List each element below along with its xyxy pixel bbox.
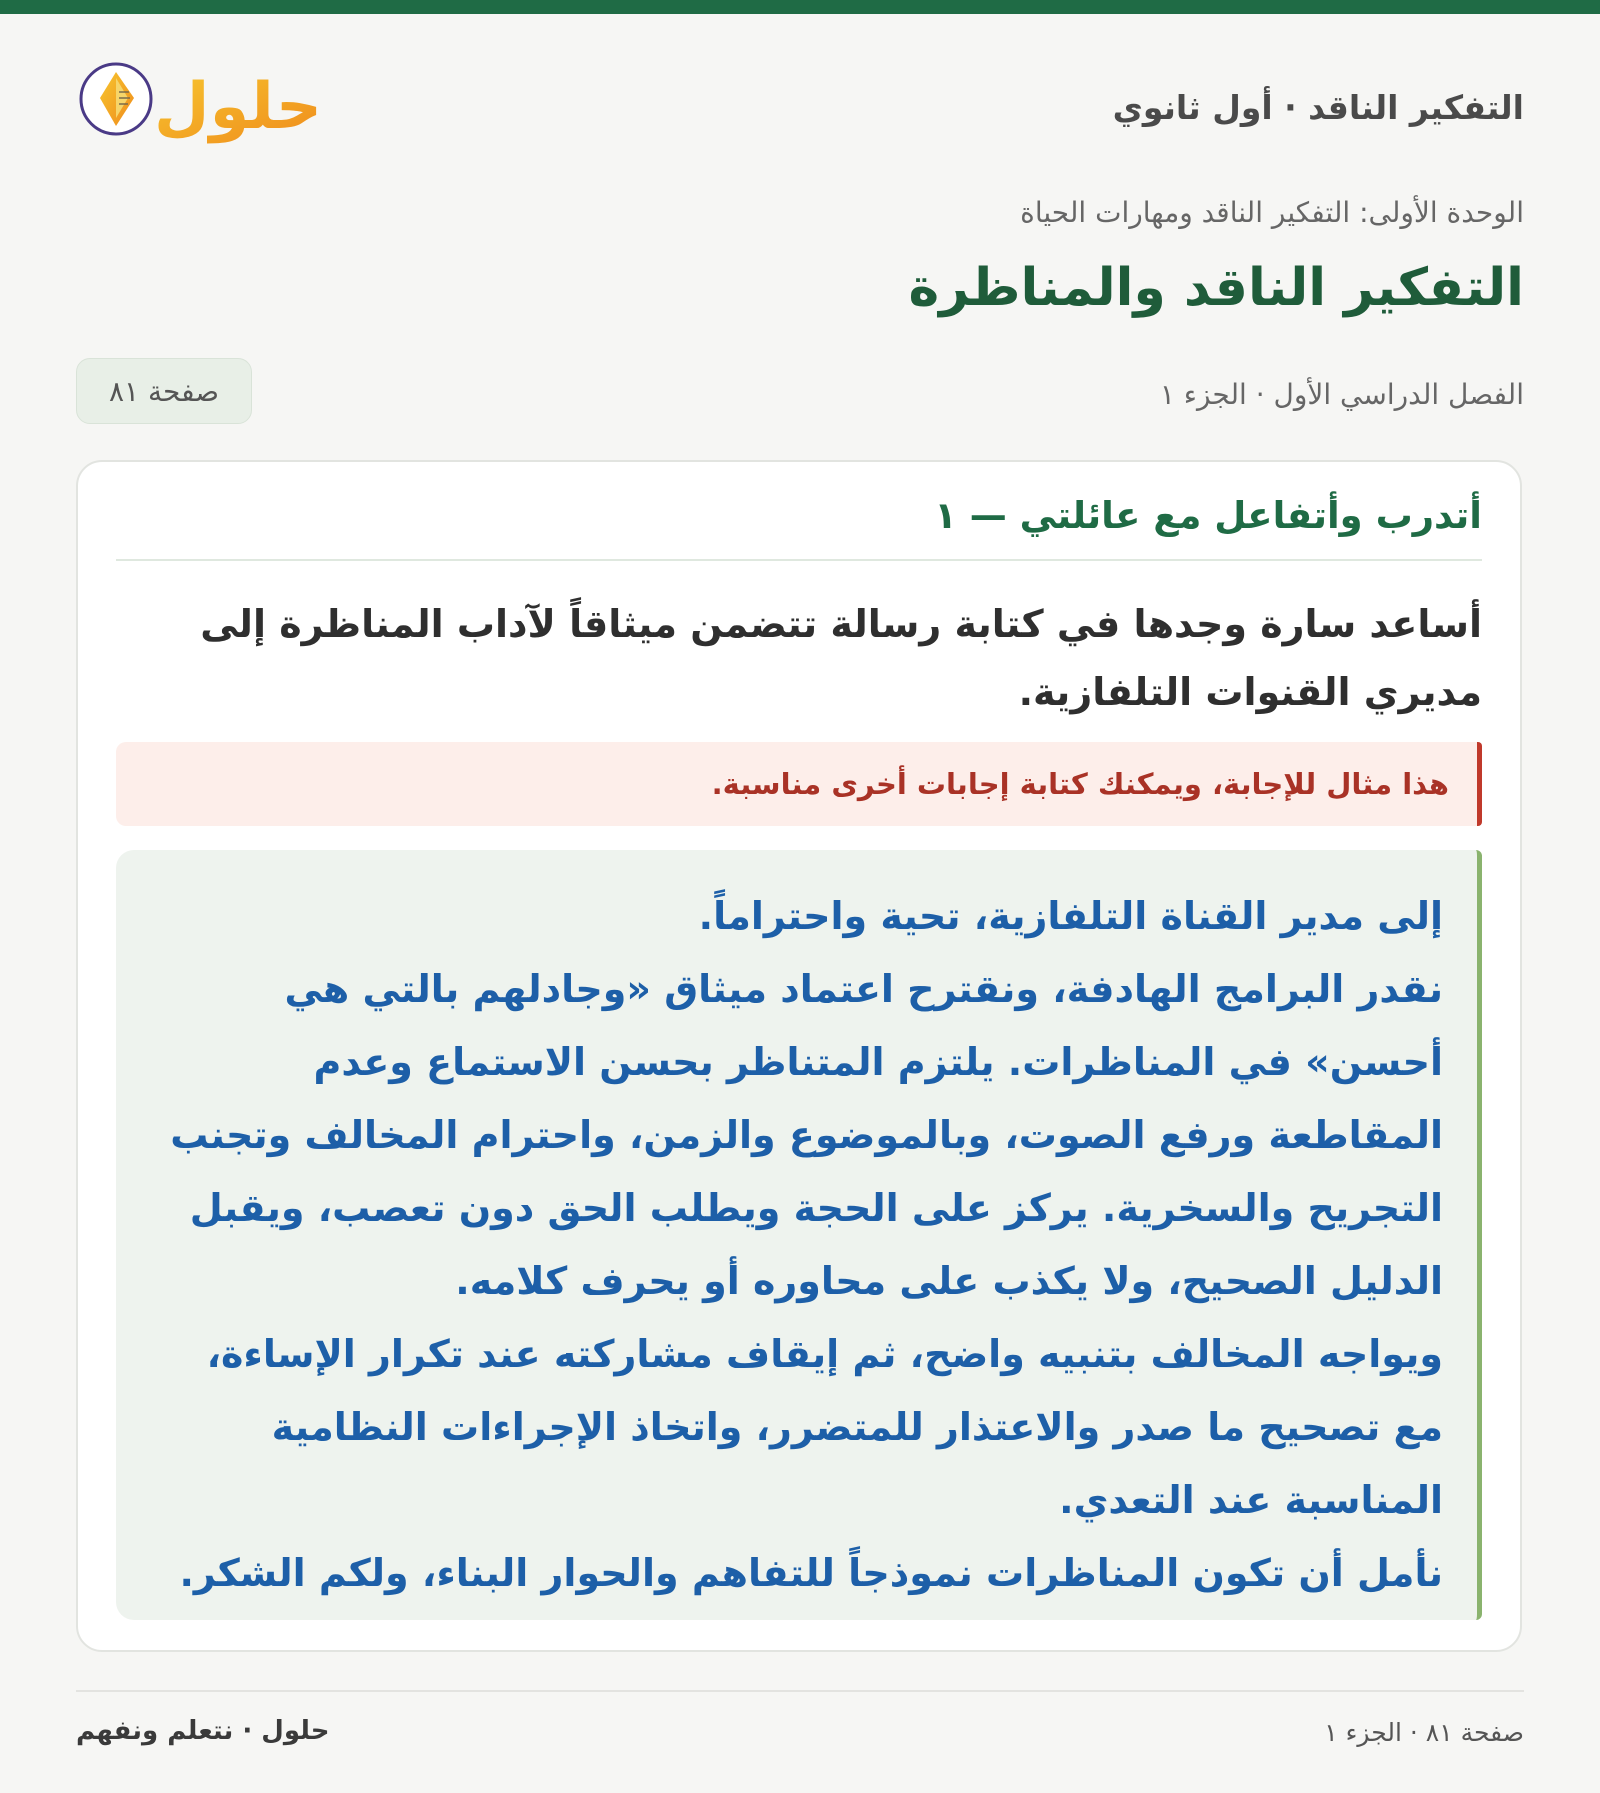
answer-closing: نأمل أن تكون المناظرات نموذجاً للتفاهم والحوار البناء، ولكم الشكر.	[179, 1551, 1443, 1595]
page-title: التفكير الناقد والمناظرة	[908, 258, 1524, 318]
answer-greeting: إلى مدير القناة التلفازية، تحية واحتراماً.	[698, 894, 1443, 938]
unit-label: الوحدة الأولى: التفكير الناقد ومهارات الحياة	[1020, 196, 1524, 229]
footer-page-info: صفحة ٨١ · الجزء ١	[1324, 1718, 1524, 1747]
footer-brand: حلول · نتعلم ونفهم	[76, 1716, 330, 1746]
exercise-heading: أتدرب وأتفاعل مع عائلتي — ١	[934, 494, 1482, 537]
answer-note	[116, 742, 1482, 826]
footer-divider	[76, 1690, 1524, 1692]
logo-text: حلول	[154, 70, 322, 144]
answer-box	[116, 850, 1482, 1620]
page-number-badge: صفحة ٨١	[76, 358, 252, 424]
term-label: الفصل الدراسي الأول · الجزء ١	[1159, 378, 1524, 411]
header	[76, 52, 1524, 162]
exercise-question: أساعد سارة وجدها في كتابة رسالة تتضمن ميثاقاً لآداب المناظرة إلى مديري القنوات التلفازية.	[200, 602, 1482, 714]
exercise-card	[76, 460, 1522, 1652]
hulul-logo-icon	[76, 52, 336, 162]
answer-body: نقدر البرامج الهادفة، ونقترح اعتماد ميثاق «وجادلهم بالتي هي أحسن» في المناظرات. يلتزم المتناظر بحسن الاستماع وعدم المقاطعة ورفع الصوت، وبالموضوع والزمن، واحترام المخالف وتجنب التجريح والسخرية. يركز على الحجة ويطلب الحق دون تعصب، ويقبل الدليل الصحيح، ولا يكذب على محاوره أو يحرف كلامه.	[170, 967, 1443, 1303]
top-accent-bar	[0, 0, 1600, 14]
subject-title: التفكير الناقد · أول ثانوي	[1112, 88, 1524, 127]
answer-procedure: ويواجه المخالف بتنبيه واضح، ثم إيقاف مشاركته عند تكرار الإساءة، مع تصحيح ما صدر والاعتذار للمتضرر، واتخاذ الإجراءات النظامية المناسبة عند التعدي.	[206, 1332, 1443, 1522]
answer-note-text: هذا مثال للإجابة، ويمكنك كتابة إجابات أخرى مناسبة.	[711, 767, 1449, 801]
heading-divider	[116, 559, 1482, 561]
